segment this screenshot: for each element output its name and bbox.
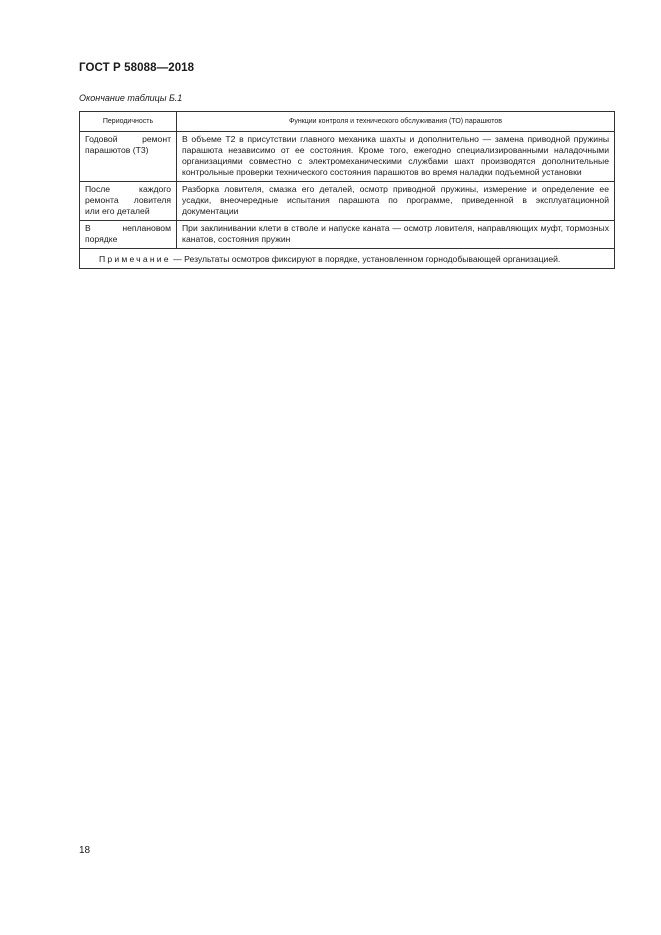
table-caption: Окончание таблицы Б.1 [79,93,183,103]
row-functions-cell: При заклинивании клети в стволе и напуске каната — осмотр ловителя, направляющих муфт, тормозных канатов, состояния пружин [177,221,615,249]
row-functions-cell: Разборка ловителя, смазка его деталей, осмотр приводной пружины, измерение и определение ее усадки, внеочередные испытания парашюта по программе, приведенной в эксплуатационной документации [177,182,615,221]
table-note-row [80,249,615,269]
row-period-cell: После каждого ремонта ловителя или его деталей [80,182,177,221]
table-note [80,249,615,269]
note-text: — Результаты осмотров фиксируют в порядке, установленном горнодобывающей организацией. [170,254,561,264]
table-row [80,221,615,249]
column-header-functions: Функции контроля и технического обслуживания (ТО) парашютов [177,112,615,132]
inspection-table [79,111,615,269]
document-header: ГОСТ Р 58088—2018 [79,62,195,74]
table-row [80,182,615,221]
table-row [80,132,615,182]
note-label: Примечание [99,254,171,264]
column-header-period: Периодичность [80,112,177,132]
row-period-cell: В неплановом порядке [80,221,177,249]
row-period-cell: Годовой ремонт парашютов (Т3) [80,132,177,182]
row-functions-cell: В объеме Т2 в присутствии главного механика шахты и дополнительно — замена приводной пружины парашюта независимо от ее состояния. Кроме того, ежегодно специализированными наладочными организациями совместно с электромеханическими службами шахт производятся дополнительные контрольные проверки технического состояния парашютов во время наладки подъемной установки [177,132,615,182]
table-header-row [80,112,615,132]
page-number: 18 [79,845,91,856]
